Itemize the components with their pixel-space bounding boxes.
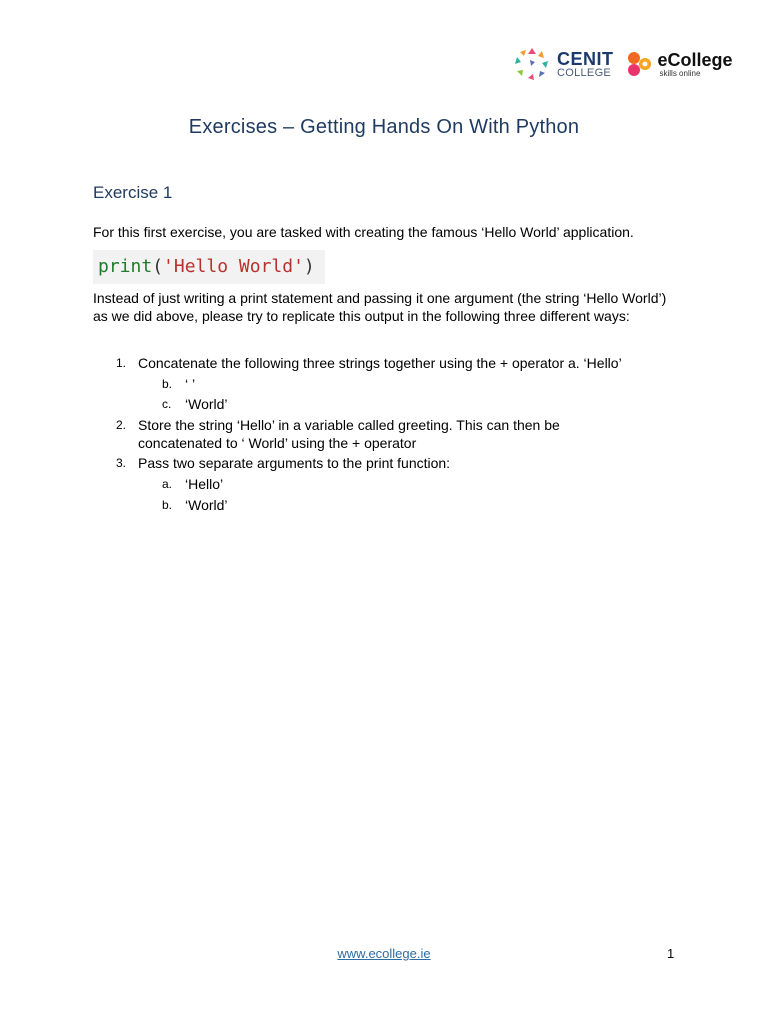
sublist-item-1c: ‘World’ [185, 396, 228, 412]
code-open-paren: ( [152, 256, 164, 277]
page-number: 1 [667, 946, 675, 961]
ecollege-emblem-icon [626, 50, 654, 78]
sublist-item-3b: ‘World’ [185, 497, 228, 513]
instructions-paragraph: Instead of just writing a print statement and passing it one argument (the string ‘Hello World’) as we did above, please try to replicate this output in the following three different ways: [93, 290, 667, 324]
exercise-heading: Exercise 1 [93, 183, 173, 202]
code-string-literal: 'Hello World' [163, 256, 304, 277]
cenit-college-logo [512, 46, 614, 82]
header-logos [512, 44, 733, 84]
list-number-3: 3. [116, 456, 127, 470]
code-close-paren: ) [303, 256, 315, 277]
ecollege-logo [626, 50, 733, 78]
ecollege-logo-subtitle: skills online [659, 68, 701, 78]
code-function-name: print [98, 256, 153, 277]
list-item-2-line2: concatenated to ‘ World’ using the + operator [138, 435, 417, 451]
sublist-item-1b: ‘ ’ [185, 376, 196, 392]
ecollege-logo-name: eCollege [657, 49, 733, 70]
cenit-emblem-icon [512, 46, 552, 82]
sublist-letter-3b: b. [162, 498, 173, 512]
sublist-item-3a: ‘Hello’ [185, 476, 224, 492]
list-number-2: 2. [116, 418, 127, 432]
footer-website-link[interactable]: www.ecollege.ie [337, 946, 431, 961]
list-item-2-line1: Store the string ‘Hello’ in a variable called greeting. This can then be [138, 417, 560, 433]
list-item-1: Concatenate the following three strings together using the + operator a. ‘Hello’ [138, 355, 622, 371]
list-item-3: Pass two separate arguments to the print function: [138, 455, 451, 471]
cenit-logo-name: CENIT [557, 48, 614, 69]
sublist-letter-3a: a. [162, 477, 173, 491]
sublist-letter-1b: b. [162, 377, 173, 391]
cenit-logo-subtitle: COLLEGE [557, 66, 612, 79]
intro-text: For this first exercise, you are tasked with creating the famous ‘Hello World’ application. [93, 224, 634, 240]
code-snippet [93, 250, 325, 284]
list-number-1: 1. [116, 356, 127, 370]
page-title: Exercises – Getting Hands On With Python [188, 116, 580, 138]
sublist-letter-1c: c. [162, 397, 172, 411]
